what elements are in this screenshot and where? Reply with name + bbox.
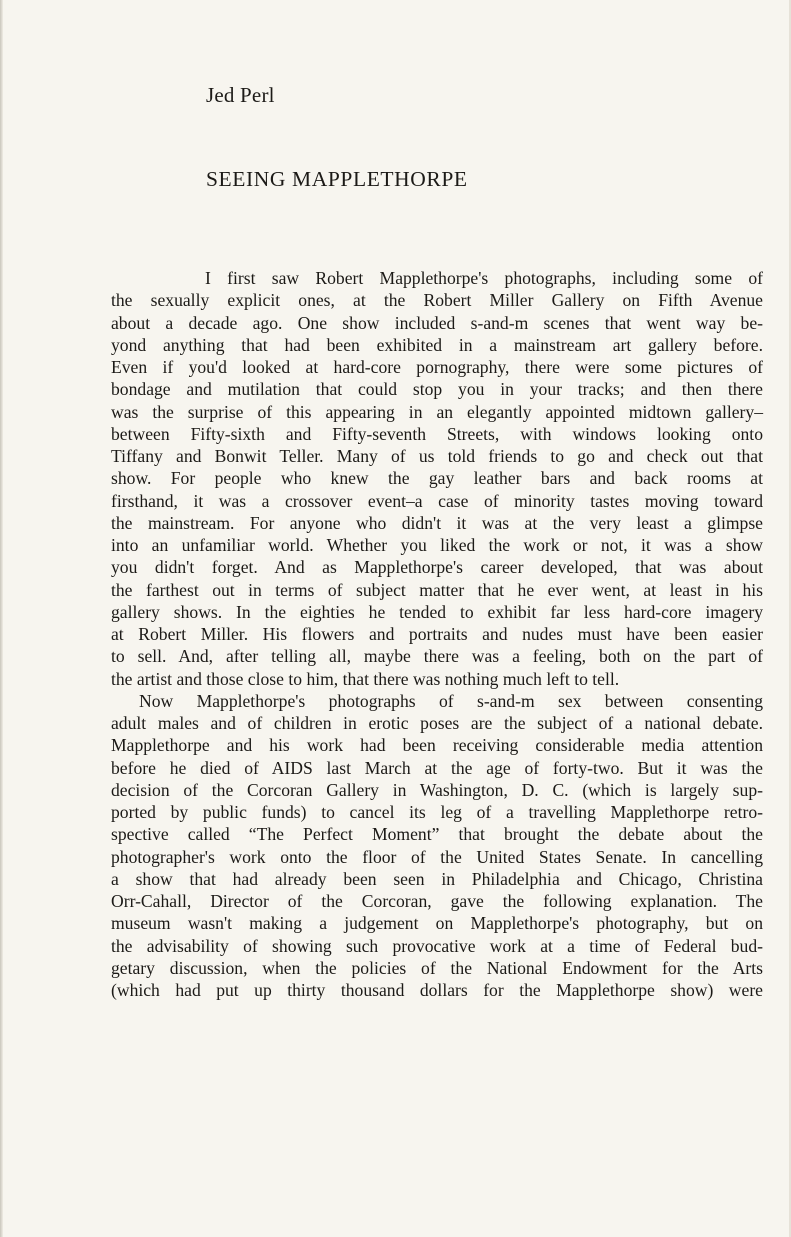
body-line: Even if you'd looked at hard-core pornography, there were some pictures of	[111, 357, 763, 377]
body-line: Now Mapplethorpe's photographs of s-and-m sex between consenting	[139, 690, 763, 711]
body-line: into an unfamiliar world. Whether you liked the work or not, it was a show	[111, 535, 763, 555]
body-line: the farthest out in terms of subject matter that he ever went, at least in his	[111, 579, 763, 600]
body-line: firsthand, it was a crossover event–a case of minority tastes moving toward	[111, 490, 763, 511]
body-line: photographer's work onto the floor of the United States Senate. In cancelling	[111, 846, 763, 867]
body-line: getary discussion, when the policies of the National Endowment for the Arts	[111, 957, 763, 978]
body-line: the advisability of showing such provocative work at a time of Federal bud-	[111, 935, 763, 956]
body-line: Orr-Cahall, Director of the Corcoran, gave the following explanation. The	[111, 891, 763, 911]
body-line: before he died of AIDS last March at the age of forty-two. But it was the	[111, 757, 763, 778]
body-line: decision of the Corcoran Gallery in Washington, D. C. (which is largely sup-	[111, 779, 763, 800]
body-line: bondage and mutilation that could stop you in your tracks; and then there	[111, 379, 763, 400]
body-line: ported by public funds) to cancel its leg of a travelling Mapplethorpe retro-	[111, 802, 763, 822]
author-name: Jed Perl	[206, 83, 275, 107]
body-line: gallery shows. In the eighties he tended to exhibit far less hard-core imagery	[111, 601, 763, 622]
body-line: spective called “The Perfect Moment” that brought the debate about the	[111, 824, 763, 845]
page-binding-edge	[0, 0, 3, 1237]
essay-title: SEEING MAPPLETHORPE	[206, 167, 468, 191]
body-line: at Robert Miller. His flowers and portraits and nudes must have been easier	[111, 624, 763, 644]
body-line: (which had put up thirty thousand dollars for the Mapplethorpe show) were	[111, 980, 763, 1000]
body-line: Mapplethorpe and his work had been receiving considerable media attention	[111, 735, 763, 756]
body-line: yond anything that had been exhibited in a mainstream art gallery before.	[111, 334, 763, 355]
body-line: the mainstream. For anyone who didn't it was at the very least a glimpse	[111, 512, 763, 533]
body-line: to sell. And, after telling all, maybe there was a feeling, both on the part of	[111, 646, 763, 667]
body-line: I first saw Robert Mapplethorpe's photographs, including some of	[205, 268, 763, 288]
body-line: you didn't forget. And as Mapplethorpe's career developed, that was about	[111, 557, 763, 578]
body-line: show. For people who knew the gay leather bars and back rooms at	[111, 468, 763, 489]
body-line: museum wasn't making a judgement on Mapplethorpe's photography, but on	[111, 913, 763, 934]
body-line: adult males and of children in erotic poses are the subject of a national debate.	[111, 713, 763, 733]
body-line: the sexually explicit ones, at the Robert Miller Gallery on Fifth Avenue	[111, 290, 763, 311]
body-line: between Fifty-sixth and Fifty-seventh Streets, with windows looking onto	[111, 423, 763, 444]
body-line: was the surprise of this appearing in an elegantly appointed midtown gallery–	[111, 401, 763, 422]
body-line: a show that had already been seen in Philadelphia and Chicago, Christina	[111, 868, 763, 889]
body-line: Tiffany and Bonwit Teller. Many of us told friends to go and check out that	[111, 446, 763, 466]
body-line: about a decade ago. One show included s-and-m scenes that went way be-	[111, 312, 763, 333]
body-line: the artist and those close to him, that there was nothing much left to tell.	[111, 668, 620, 689]
essay-body	[111, 267, 763, 1001]
